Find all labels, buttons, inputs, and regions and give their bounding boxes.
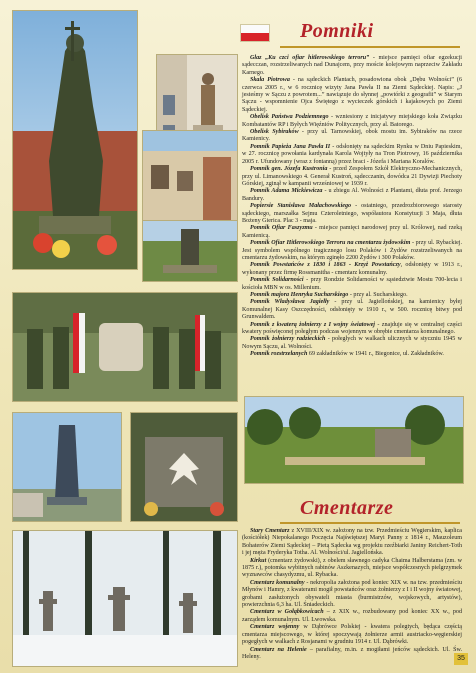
monument-entry xyxy=(242,166,462,188)
monument-entry xyxy=(242,114,462,129)
park-monument-image xyxy=(245,397,463,483)
pomniki-text xyxy=(242,55,462,359)
monument-entry-desc: - przed Zespołem Szkół Elektryczno-Mechanicznych, przy ul. Limanowskiego 4. Generał Kustroń, sądecczanin, dowódca 21 Dywizji Piechoty Górskiej, zginął w kampanii wrześniowej w 1939 r. xyxy=(242,166,463,187)
monument-entry xyxy=(242,129,462,144)
photo-cemetery-winter xyxy=(12,530,238,667)
monument-entry-name: Pomnik Solidarności xyxy=(250,277,304,284)
photo-monument-park xyxy=(142,220,238,282)
monument-entry-desc: - przy Rondzie Solidarności w sąsiedztwie Mostu 700-lecia i kościoła MBN w os. Millenium. xyxy=(242,277,463,291)
cemetery-entry-name: Cmentarz w Gołąbkowicach xyxy=(250,609,324,616)
monument-entry-desc: - znajduje się w centralnej części kwatery poświęconej połegłym podczas wojennym w obrębie cmentarza komunalnego. xyxy=(242,321,463,336)
monument-entry xyxy=(242,262,462,277)
photo-column xyxy=(12,10,236,665)
monument-entry-desc: - ostatniego, przedrozbiorowego starosty sądeckiego, marszałka Sejmu Czteroletniego, współautora Konstytucji 3 Maja, dłuta Bożeny Gierica. Plac 3 - maja. xyxy=(242,203,462,224)
monument-entry xyxy=(242,351,462,358)
statue-pope-image xyxy=(13,11,137,269)
monument-entry xyxy=(242,240,462,262)
monument-entry-desc: 69 zakładników w 1941 r., Biegonice, ul. Zakładników. xyxy=(307,351,444,358)
monument-entry-name: Obelisk Państwa Podziemnego xyxy=(250,114,329,121)
page-number: 35 xyxy=(454,653,468,665)
cemetery-entry-desc: – z XIX w., rozbudowany pod koniec XX w., pod zarządem komunalnym. Ul. Lwowska. xyxy=(242,609,462,623)
photo-statue-pope xyxy=(12,10,138,270)
photo-obelisk xyxy=(12,412,122,522)
obelisk-image xyxy=(13,413,121,521)
cemetery-entry-name: Cmentarz komunalny xyxy=(250,579,305,586)
cemetery-entry xyxy=(242,580,462,610)
monument-park-image xyxy=(143,221,237,281)
monument-entry xyxy=(242,225,462,240)
cemetery-entry xyxy=(242,558,462,580)
monument-entry xyxy=(242,203,462,225)
monument-entry-name: Pomnik z kwaterą żołnierzy z I wojny światowej xyxy=(250,321,375,328)
photo-eagle-memorial xyxy=(130,412,238,522)
cemetery-entry-desc: – parafialny, m.in. z mogiłami jeńców sądeckich. Ul. Św. Heleny. xyxy=(242,646,462,660)
cemetery-winter-image xyxy=(13,531,237,666)
monument-entry-desc: - miejsce pamięci narodowej przy ul. Królowej, nad rzeką Kamienicą. xyxy=(242,225,462,239)
monument-entry-name: Popiersie Stanisława Małachowskiego xyxy=(250,203,352,210)
cemetery-entry-desc: (cmentarz żydowski), z obelem sławnego cadyka Chaima Halberstama (zm. w 1875 r.), potomka wybitnych rabinów Aszkenazych, miejsce współczesnych pielgrzymek wyznawców chasydyzmu, ul. Rybacka. xyxy=(242,557,462,579)
title-underline-2 xyxy=(280,522,460,524)
monument-entry xyxy=(242,144,462,166)
eagle-memorial-image xyxy=(131,413,237,521)
monument-entry-desc: - u zbiegu Al. Wolności z Plantami, dłuta prof. Jerzego Bandury. xyxy=(242,188,463,202)
monument-entry xyxy=(242,188,462,203)
monument-entry-name: Pomnik gen. Józefa Kustronia xyxy=(250,166,328,173)
monument-entry-name: Pomnik Ofiar Faszyzmu xyxy=(250,225,313,232)
ceremony-image xyxy=(13,293,237,401)
monument-entry-desc: - przy al. Sucharskiego. xyxy=(348,292,408,298)
monument-entry-name: Pomnik majora Henryka Sucharskiego xyxy=(250,292,349,298)
monument-entry-desc: - przy ul. Rybackiej. Jest symbolem wspólnego tragicznego losu Polaków i Żydów rozstrzeliwanych na cmentarzu żydowskim, na którym zginęło 2200 Żydów i 300 Polaków. xyxy=(242,240,462,261)
monument-entry xyxy=(242,77,462,114)
monument-entry xyxy=(242,292,462,299)
photo-ceremony xyxy=(12,292,238,402)
monument-entry-name: Pomnik Adama Mickiewicza xyxy=(250,188,323,195)
monument-entry-desc: - połegłych w walkach ulicznych w styczniu 1945 w Nowym Sączu, al. Wolności. xyxy=(242,336,462,350)
monument-entry-desc: - przy ul. Jagiellońskiej, na kamienicy byłej Komunalnej Kasy Oszczędności, odsłonięty w 1910 r., w 500. rocznicę bitwy pod Grunwaldem. xyxy=(242,299,462,321)
cemetery-entry-name: Cmentarz na Helenie xyxy=(250,646,307,653)
monument-entry-desc: - przy ul. Tarnowskiej, obok mostu im. Sybiraków na rzece Kamienicy. xyxy=(242,129,462,143)
cemetery-entry xyxy=(242,647,462,662)
monument-entry-name: Pomnik Papieża Jana Pawła II xyxy=(250,143,331,150)
cemetery-entry-name: Cmentarz wojenny xyxy=(250,624,300,631)
photo-park-monument xyxy=(244,396,464,484)
cemetery-entry xyxy=(242,528,462,558)
monument-entry-desc: - odsłonięty na sądeckim Rynku w Dniu Papieskim, w 27. rocznicę powołania kardynała Karola Wojtyły na Tron Piotrowy, 16 października 2005 r. Ufundowany (wraz z fontanną) przez braci - Józefa i Mariana Koralów. xyxy=(242,143,462,165)
cmentarze-text xyxy=(242,528,462,661)
monument-entry xyxy=(242,277,462,292)
cemetery-entry xyxy=(242,624,462,646)
section-title-pomniki: Pomniki xyxy=(300,20,374,42)
monument-entry-name: Pomnik Władysława Jagiełły xyxy=(250,299,330,306)
monument-entry-name: Pomnik Ofiar Hitlerowskiego Terroru na cmentarzu żydowskim xyxy=(250,240,411,247)
monument-entry xyxy=(242,322,462,337)
cemetery-entry-name: Stary Cmentarz xyxy=(250,528,290,534)
cemetery-entry-name: Kirkut xyxy=(250,557,267,564)
monument-entry-desc: - miejsce pamięci ofiar egzekucji sądecczan, rozstrzeliwanych nad Dunajcem, przy moście kolejowym naprzeciw Zakładu Karnego. xyxy=(242,55,462,76)
monument-entry-name: Obelisk Sybiraków xyxy=(250,129,299,136)
monument-entry-name: Pomnik rozstrzelanych xyxy=(250,351,308,358)
monument-entry xyxy=(242,299,462,321)
monument-entry xyxy=(242,336,462,351)
title-underline xyxy=(280,46,460,48)
polish-flag-icon xyxy=(240,24,270,42)
cemetery-entry xyxy=(242,609,462,624)
monument-entry-name: Pomnik Powstańców z 1830 i 1863 - Krzyż Powstańczy xyxy=(250,262,401,269)
cemetery-entry-desc: z XVIII/XIX w. założony na tzw. Przedmieściu Węgierskim, kaplica (kościółek) Niepokalanego Poczęcia Najświętszej Maryi Panny z 1814 r., Mauzoleum Bohaterów Ziemi Sądeckiej – Pietą Sądecka wg projektu rzeźbiarki Janiny Reichert-Toth i jej męża Fryderyka Totha. Al. Wolności/ul. Jagiellońska. xyxy=(242,528,462,557)
cemetery-entry-desc: w Dąbrówce Polskiej - kwatera polegtych, będąca częścią cmentarza miejscowego, w której spoczywają żołnierze armii austriacko-węgierskiej pogegłych w walkach z Rosjanami w grudniu 1914 r. Ul. Dąbrówki. xyxy=(242,624,462,646)
monument-entry-desc: - wzniesiony z inicjatywy miejskiego koła Związku Kombatantów RP i Byłych Więźniów Politycznych, przy al. Batorego. xyxy=(242,114,462,128)
section-title-cmentarze: Cmentarze xyxy=(300,497,394,519)
monument-entry-name: Pomnik żołnierzy radzieckich xyxy=(250,336,326,343)
monument-entry-name: Skala Piotrowa xyxy=(250,77,290,84)
monument-entry-desc: - na sądeckich Plantach, posadowiona obok „Dębu Wolności” (6 czerwca 2005 r., w 6 rocznicę wizyty Jana Pawła II na Ziemi Sądeckiej. Napis: „J jesteśmy w Sączu z powrotem...” nawiązuje do słynnej „powtórki z geografii” w Starym Sączu - wspomnienie Ojca Świętego z wycieczek górskich i kajakowych po Ziemi Sądeckiej. xyxy=(242,77,462,113)
monument-entry-desc: , odsłonięty w 1913 r., wykonany przez firmę Rossmanitha - cmentarz komunalny. xyxy=(242,262,462,276)
monument-entry-name: Glaz „Ku czci ofiar hitlerowskiego terroru” xyxy=(250,55,370,61)
cemetery-entry-desc: - nekropolia założona pod koniec XIX w. na tzw. przedmieściu Młynów i Hamry, z kwaterami mogił powstańców oraz żołnierzy z I i II wojny światowej, grobami zasłużonych obywateli miasta (burmistrzów, wojskowych, artystów), powierzchnia 6,3 ha. Ul. Śniadeckich. xyxy=(242,579,462,609)
monument-entry xyxy=(242,55,462,77)
